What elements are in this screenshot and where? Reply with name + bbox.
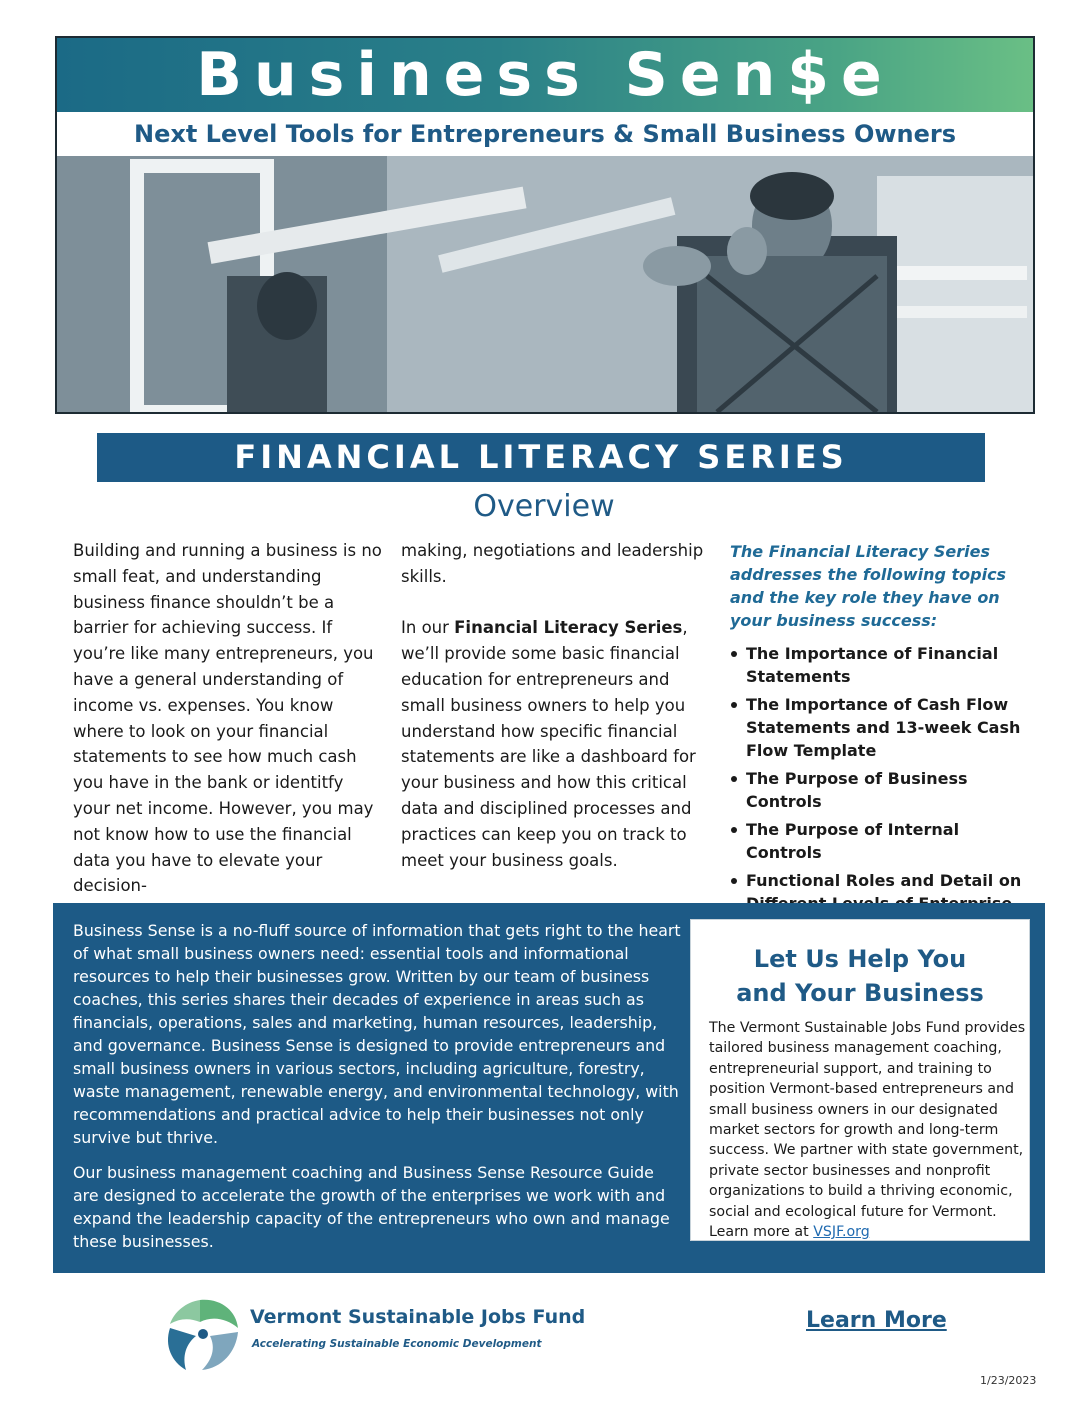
publication-subtitle: Next Level Tools for Entrepreneurs & Small Business Owners <box>134 120 956 148</box>
help-callout <box>690 919 1030 1241</box>
series-description-rest: , we’ll provide some basic financial education for entrepreneurs and small business owners to help you understand how specific financial statements are like a dashboard for your business and how this critical data and disciplined processes and practices can keep you on track to meet your business goals. <box>401 618 696 870</box>
about-text <box>73 919 683 1253</box>
vsjf-logo-icon <box>160 1292 240 1372</box>
topic-item: Functional Roles and Detail on <box>730 869 1035 938</box>
intro-column-1 <box>73 538 383 899</box>
help-title-line-2: and Your Business <box>736 979 984 1007</box>
publication-title: Business Sen$e <box>196 40 894 110</box>
topics-list <box>730 642 1035 938</box>
series-description <box>401 615 706 873</box>
series-banner <box>97 433 985 482</box>
about-paragraph-1: Business Sense is a no-fluff source of information that gets right to the heart of what small business owners need: essential tools and informational resources to help their businesses grow. Written by our team of business coaches, this series shares their decades of experience in areas such as financials, operations, sales and marketing, human resources, leadership, and governance. Business Sense is designed to provide entrepreneurs and small business owners in various sectors, including agriculture, forestry, waste management, renewable energy, and environmental technology, with recommendations and practical advice to help their businesses not only survive but thrive. <box>73 921 681 1147</box>
vsjf-link[interactable]: VSJF.org <box>813 1224 870 1241</box>
woodworker-image-icon <box>57 156 1033 412</box>
publication-date: 1/23/2023 <box>980 1374 1037 1387</box>
hero-photo <box>57 156 1033 412</box>
intro-paragraph: Building and running a business is no small feat, and understanding business finance shouldn’t be a barrier for achieving success. If you’re like many entrepreneurs, you have a general understanding of income vs. expenses. You know where to look on your financial statements to see how much cash you have in the bank or identitfy your net income. However, you may not know how to use the financial data you have to elevate your decision- <box>73 541 382 896</box>
series-description-prefix: In our <box>401 618 455 638</box>
series-title: FINANCIAL LITERACY SERIES <box>234 438 848 476</box>
about-paragraph-2: Our business management coaching and Business Sense Resource Guide are designed to accelerate the growth of the enterprises we work with and expand the leadership capacity of the entrepreneurs who own and manage these businesses. <box>73 1163 670 1251</box>
topic-item: The Purpose of Business Controls <box>730 767 1035 813</box>
help-title <box>691 942 1029 1010</box>
org-name: Vermont Sustainable Jobs Fund <box>250 1306 586 1328</box>
help-title-line-1: Let Us Help You <box>753 945 967 973</box>
topics-column <box>730 540 1035 943</box>
header-banner <box>55 36 1035 414</box>
help-body: The Vermont Sustainable Jobs Fund provides tailored business management coaching, entrepreneurial support, and training to position Vermont-based entrepreneurs and small business owners in our designated market sectors for growth and long-term success. We partner with state government, private sector businesses and nonprofit organizations to build a thriving economic, social and ecological future for Vermont. Learn more at <box>709 1020 1026 1241</box>
topic-item: The Importance of Cash Flow Statements and 13-week Cash Flow Template <box>730 693 1035 762</box>
intro-paragraph-continuation: making, negotiations and leadership skills. <box>401 541 704 586</box>
learn-more-link[interactable]: Learn More <box>806 1308 947 1333</box>
topics-intro: The Financial Literacy Series addresses the following topics and the key role they have on your business success: <box>730 542 1007 630</box>
topic-item: The Purpose of Internal Controls <box>730 818 1035 864</box>
overview-heading: Overview <box>473 489 615 524</box>
help-text <box>709 1018 1027 1242</box>
topic-item: The Importance of Financial Statements <box>730 642 1035 688</box>
series-name-bold: Financial Literacy Series <box>454 618 683 638</box>
intro-column-2 <box>401 538 706 873</box>
org-tagline: Accelerating Sustainable Economic Development <box>252 1338 542 1350</box>
about-panel <box>53 903 1045 1273</box>
